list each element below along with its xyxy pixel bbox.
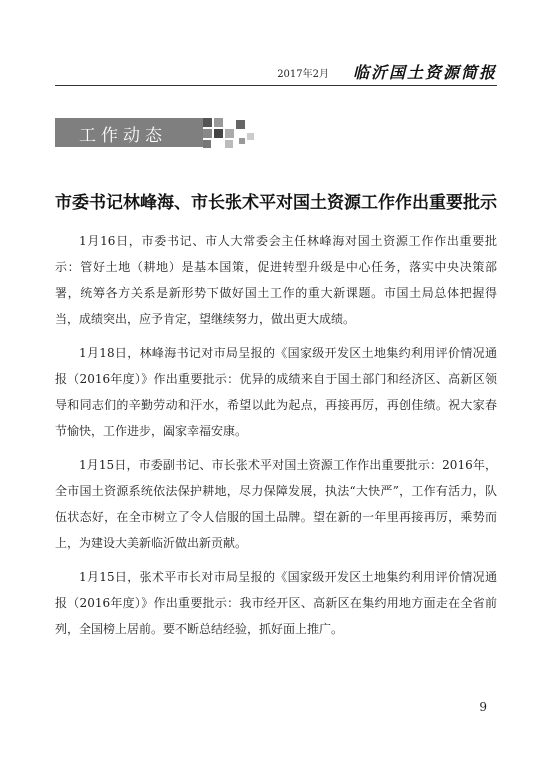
decor-square (203, 140, 211, 148)
decor-square (225, 140, 233, 148)
decor-square (247, 133, 254, 140)
section-label: 工作动态 (79, 126, 167, 146)
decorative-squares (203, 118, 273, 150)
decor-square (214, 118, 223, 127)
article-title: 市委书记林峰海、市长张术平对国土资源工作作出重要批示 (55, 193, 497, 213)
paragraph: 1月15日，张术平市长对市局呈报的《国家级开发区土地集约利用评价情况通报（2016年度）》作出重要批示：我市经开区、高新区在集约用地方面走在全省前列，全国榜上居前。要不断总结经验，抓好面上推广。 (55, 570, 497, 636)
page-number: 9 (479, 700, 487, 714)
decor-square (239, 138, 245, 144)
decor-square (225, 129, 234, 138)
section-banner (55, 118, 203, 147)
decor-square (203, 129, 212, 138)
page-header (55, 60, 497, 86)
paragraph: 1月18日，林峰海书记对市局呈报的《国家级开发区土地集约利用评价情况通报（2016年度）》作出重要批示：优异的成绩来自于国土部门和经济区、高新区领导和同志们的辛勤劳动和汗水，希望以此为起点，再接再厉，再创佳绩。祝大家春节愉快，工作进步，阖家幸福安康。 (55, 346, 497, 438)
article-body (55, 228, 497, 650)
header-divider (55, 85, 497, 86)
paragraph: 1月15日，市委副书记、市长张术平对国土资源工作作出重要批示：2016年，全市国土资源系统依法保护耕地，尽力保障发展，执法“大快严”，工作有活力，队伍状态好，在全市树立了令人信服的国土品牌。望在新的一年里再接再厉，乘势而上，为建设大美新临沂做出新贡献。 (55, 458, 497, 550)
publication-title: 临沂国土资源简报 (352, 63, 497, 82)
paragraph: 1月16日，市委书记、市人大常委会主任林峰海对国土资源工作作出重要批示：管好土地（耕地）是基本国策，促进转型升级是中心任务，落实中央决策部署，统筹各方关系是新形势下做好国土工作的重大新课题。市国土局总体把握得当，成绩突出，应予肯定，望继续努力，做出更大成绩。 (55, 234, 497, 326)
decor-square (236, 120, 245, 129)
decor-square (214, 129, 223, 138)
decor-square (203, 118, 212, 127)
header-date: 2017年2月 (277, 69, 329, 80)
